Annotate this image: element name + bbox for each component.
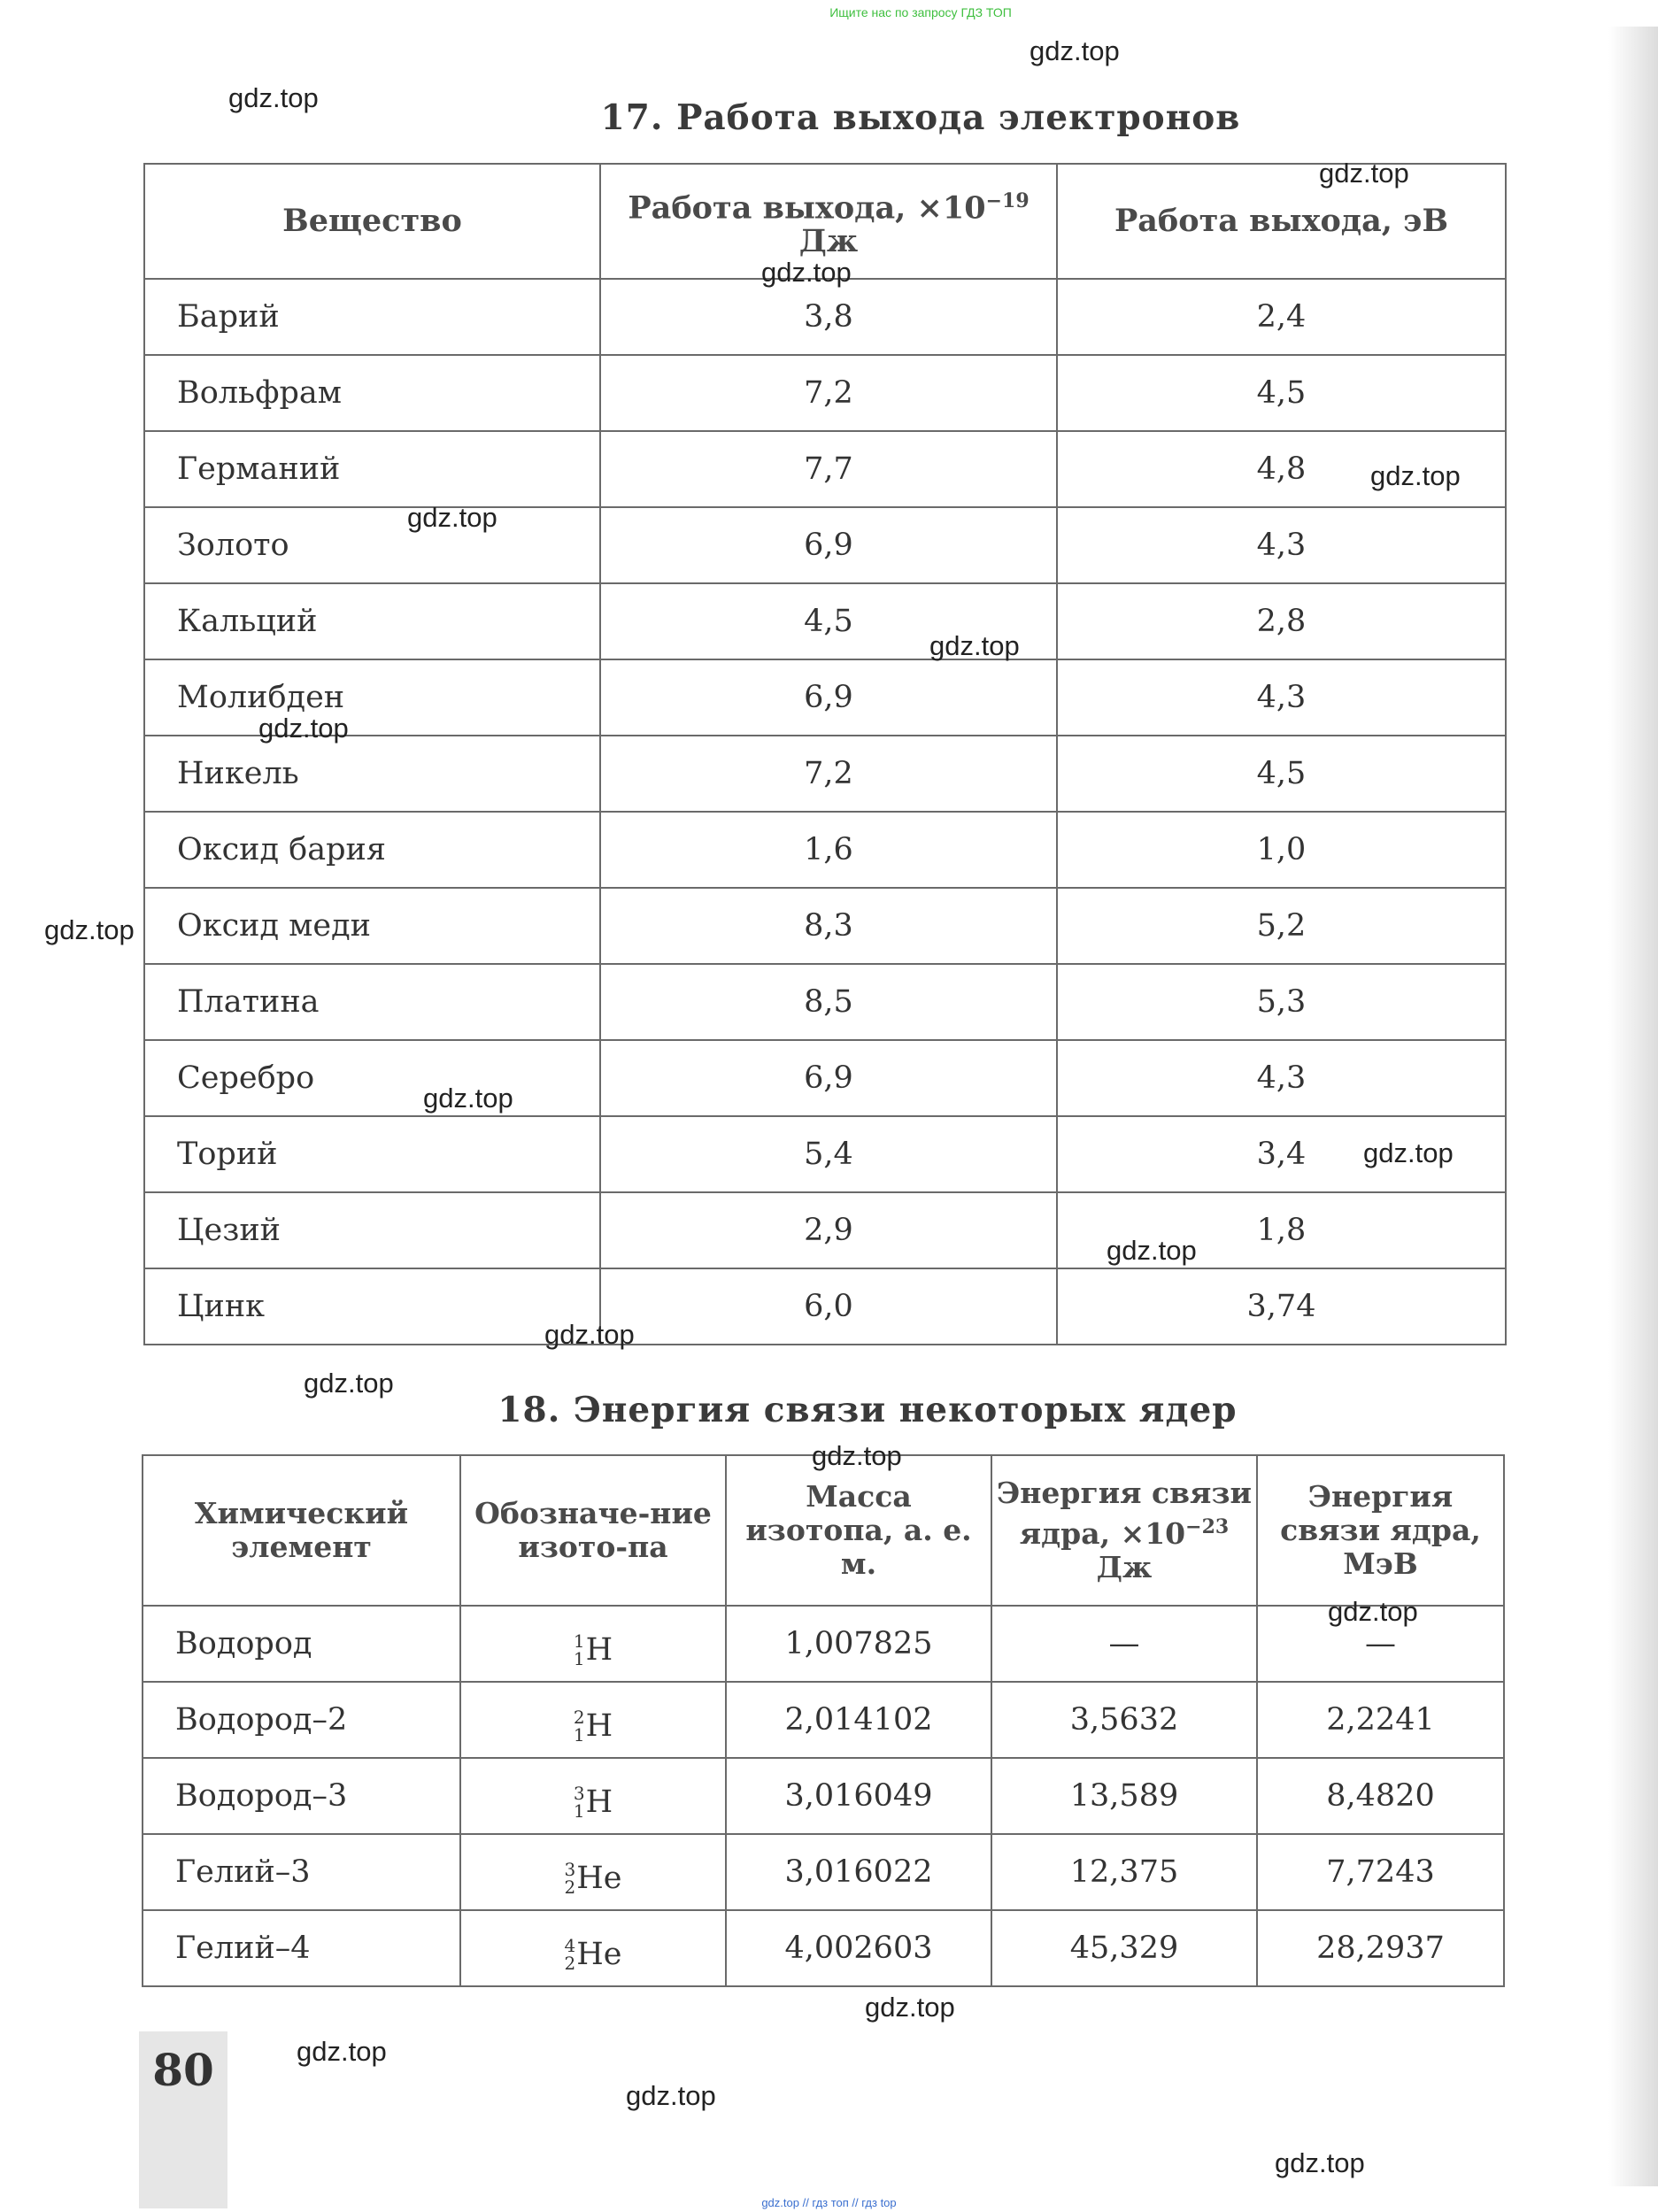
table17-title: 17. Работа выхода электронов: [600, 97, 1241, 138]
table-row: [144, 1116, 1506, 1192]
work-ev-cell: 4,8: [1057, 431, 1506, 507]
watermark-text: gdz.top: [407, 502, 497, 533]
work-joule-cell: 2,9: [600, 1192, 1057, 1268]
energy-joule-cell: 12,375: [991, 1834, 1257, 1910]
substance-cell: Серебро: [144, 1040, 600, 1116]
charge-number: 1: [573, 1800, 585, 1822]
table-row: [144, 1040, 1506, 1116]
work-ev-cell: 4,3: [1057, 507, 1506, 583]
energy-mev-cell: 2,2241: [1257, 1682, 1504, 1758]
work-joule-cell: 7,2: [600, 736, 1057, 812]
substance-cell: Цинк: [144, 1268, 600, 1345]
work-ev-cell: 5,3: [1057, 964, 1506, 1040]
mass-number: 3: [564, 1859, 576, 1880]
energy-joule-cell: 45,329: [991, 1910, 1257, 1986]
watermark-text: gdz.top: [929, 630, 1020, 661]
header-work-joule-unit: Дж: [798, 223, 859, 260]
isotope-notation: [565, 1861, 622, 1896]
page-edge-shadow: [1608, 27, 1658, 2186]
work-joule-cell: 6,9: [600, 659, 1057, 736]
header-energy-joule: [991, 1455, 1257, 1606]
work-ev-cell: 3,4: [1057, 1116, 1506, 1192]
energy-mev-cell: 8,4820: [1257, 1758, 1504, 1834]
isotope-notation: [574, 1784, 613, 1820]
watermark-text: gdz.top: [761, 257, 852, 288]
header-energy-joule-unit: Дж: [1096, 1550, 1153, 1584]
work-joule-cell: 3,8: [600, 279, 1057, 355]
header-energy-joule-exp: −23: [1185, 1515, 1230, 1538]
substance-cell: Вольфрам: [144, 355, 600, 431]
energy-joule-cell: —: [991, 1606, 1257, 1682]
work-ev-cell: 2,4: [1057, 279, 1506, 355]
work-joule-cell: 6,9: [600, 507, 1057, 583]
work-joule-cell: 8,3: [600, 888, 1057, 964]
watermark-text: gdz.top: [1107, 1235, 1197, 1266]
table-row: [144, 355, 1506, 431]
watermark-text: gdz.top: [812, 1440, 902, 1471]
element-cell: Водород: [143, 1606, 460, 1682]
table-row: [144, 812, 1506, 888]
charge-number: 1: [573, 1648, 585, 1669]
work-joule-cell: 6,9: [600, 1040, 1057, 1116]
substance-cell: Цезий: [144, 1192, 600, 1268]
table-row: [143, 1834, 1504, 1910]
table-row: [144, 888, 1506, 964]
header-element: Химический элемент: [143, 1455, 460, 1606]
watermark-text: gdz.top: [1275, 2147, 1365, 2178]
mass-cell: 4,002603: [726, 1910, 991, 1986]
header-work-joule-text: Работа выхода, ×10: [628, 189, 986, 227]
table-row: [143, 1606, 1504, 1682]
watermark-text: gdz.top: [1328, 1596, 1418, 1627]
element-cell: Гелий–3: [143, 1834, 460, 1910]
header-work-ev: Работа выхода, эВ: [1057, 164, 1506, 279]
header-isotope-symbol: Обозначе-ние изото-па: [460, 1455, 726, 1606]
mass-number: 1: [573, 1630, 585, 1652]
work-ev-cell: 5,2: [1057, 888, 1506, 964]
substance-cell: Торий: [144, 1116, 600, 1192]
work-ev-cell: 1,8: [1057, 1192, 1506, 1268]
substance-cell: Оксид меди: [144, 888, 600, 964]
isotope-numbers: [565, 1861, 576, 1896]
table-row: [144, 964, 1506, 1040]
isotope-numbers: [565, 1937, 576, 1972]
mass-number: 3: [573, 1783, 585, 1804]
isotope-notation: [565, 1937, 622, 1972]
work-ev-cell: 3,74: [1057, 1268, 1506, 1345]
substance-cell: Никель: [144, 736, 600, 812]
element-symbol: H: [585, 1784, 613, 1820]
watermark-text: gdz.top: [297, 2036, 387, 2067]
work-joule-cell: 5,4: [600, 1116, 1057, 1192]
isotope-cell: [460, 1606, 726, 1682]
isotope-cell: [460, 1682, 726, 1758]
watermark-text: gdz.top: [865, 1992, 955, 2023]
work-joule-cell: 1,6: [600, 812, 1057, 888]
substance-cell: Платина: [144, 964, 600, 1040]
watermark-text: gdz.top: [1319, 158, 1409, 189]
mass-cell: 2,014102: [726, 1682, 991, 1758]
work-ev-cell: 4,3: [1057, 659, 1506, 736]
substance-cell: Барий: [144, 279, 600, 355]
isotope-numbers: [574, 1708, 585, 1744]
table-row: [144, 507, 1506, 583]
work-ev-cell: 4,5: [1057, 355, 1506, 431]
work-joule-cell: 8,5: [600, 964, 1057, 1040]
element-symbol: H: [585, 1708, 613, 1744]
isotope-cell: [460, 1758, 726, 1834]
table-row: [143, 1682, 1504, 1758]
header-note: Ищите нас по запросу ГДЗ ТОП: [829, 5, 1012, 19]
work-function-table: [143, 163, 1507, 1345]
work-joule-cell: 4,5: [600, 583, 1057, 659]
table-row: [144, 583, 1506, 659]
charge-number: 2: [564, 1953, 576, 1974]
substance-cell: Золото: [144, 507, 600, 583]
header-isotope-mass: Масса изотопа, а. е. м.: [726, 1455, 991, 1606]
mass-cell: 1,007825: [726, 1606, 991, 1682]
isotope-numbers: [574, 1784, 585, 1820]
watermark-text: gdz.top: [44, 914, 135, 945]
header-energy-mev: Энергия связи ядра, МэВ: [1257, 1455, 1504, 1606]
watermark-text: gdz.top: [1370, 460, 1461, 491]
charge-number: 2: [564, 1877, 576, 1898]
watermark-text: gdz.top: [258, 713, 349, 744]
header-work-joule-exp: −19: [985, 189, 1030, 212]
footer-note: gdz.top // гдз топ // гдз top: [761, 2196, 897, 2209]
page-number: 80: [139, 2031, 227, 2208]
work-joule-cell: 7,7: [600, 431, 1057, 507]
charge-number: 1: [573, 1724, 585, 1746]
mass-number: 4: [564, 1935, 576, 1956]
work-ev-cell: 1,0: [1057, 812, 1506, 888]
isotope-cell: [460, 1910, 726, 1986]
work-joule-cell: 6,0: [600, 1268, 1057, 1345]
substance-cell: Оксид бария: [144, 812, 600, 888]
table18-title: 18. Энергия связи некоторых ядер: [497, 1390, 1238, 1430]
watermark-text: gdz.top: [228, 82, 319, 113]
table-row: [143, 1910, 1504, 1986]
table-row: [144, 1192, 1506, 1268]
element-symbol: H: [585, 1632, 613, 1668]
element-cell: Водород–2: [143, 1682, 460, 1758]
watermark-text: gdz.top: [304, 1368, 394, 1399]
substance-cell: Германий: [144, 431, 600, 507]
work-ev-cell: 2,8: [1057, 583, 1506, 659]
work-ev-cell: 4,3: [1057, 1040, 1506, 1116]
isotope-notation: [574, 1708, 613, 1744]
energy-mev-cell: 7,7243: [1257, 1834, 1504, 1910]
watermark-text: gdz.top: [1030, 35, 1120, 66]
isotope-numbers: [574, 1632, 585, 1668]
table-row: [144, 279, 1506, 355]
energy-joule-cell: 3,5632: [991, 1682, 1257, 1758]
element-cell: Гелий–4: [143, 1910, 460, 1986]
table-row: [144, 736, 1506, 812]
mass-number: 2: [573, 1707, 585, 1728]
watermark-text: gdz.top: [626, 2080, 716, 2111]
energy-mev-cell: 28,2937: [1257, 1910, 1504, 1986]
header-energy-joule-text: Энергия связи ядра, ×10: [997, 1476, 1252, 1551]
binding-energy-table: [142, 1454, 1505, 1987]
mass-cell: 3,016049: [726, 1758, 991, 1834]
substance-cell: Кальций: [144, 583, 600, 659]
header-substance: Вещество: [144, 164, 600, 279]
table-header-row: [143, 1455, 1504, 1606]
table-row: [144, 1268, 1506, 1345]
isotope-cell: [460, 1834, 726, 1910]
isotope-notation: [574, 1632, 613, 1668]
substance-cell: Молибден: [144, 659, 600, 736]
energy-mev-cell: —: [1257, 1606, 1504, 1682]
table-row: [143, 1758, 1504, 1834]
table-row: [144, 431, 1506, 507]
work-ev-cell: 4,5: [1057, 736, 1506, 812]
element-symbol: He: [576, 1937, 622, 1972]
element-symbol: He: [576, 1861, 622, 1896]
watermark-text: gdz.top: [1363, 1137, 1454, 1168]
work-joule-cell: 7,2: [600, 355, 1057, 431]
energy-joule-cell: 13,589: [991, 1758, 1257, 1834]
element-cell: Водород–3: [143, 1758, 460, 1834]
mass-cell: 3,016022: [726, 1834, 991, 1910]
watermark-text: gdz.top: [544, 1319, 635, 1350]
watermark-text: gdz.top: [423, 1083, 513, 1114]
